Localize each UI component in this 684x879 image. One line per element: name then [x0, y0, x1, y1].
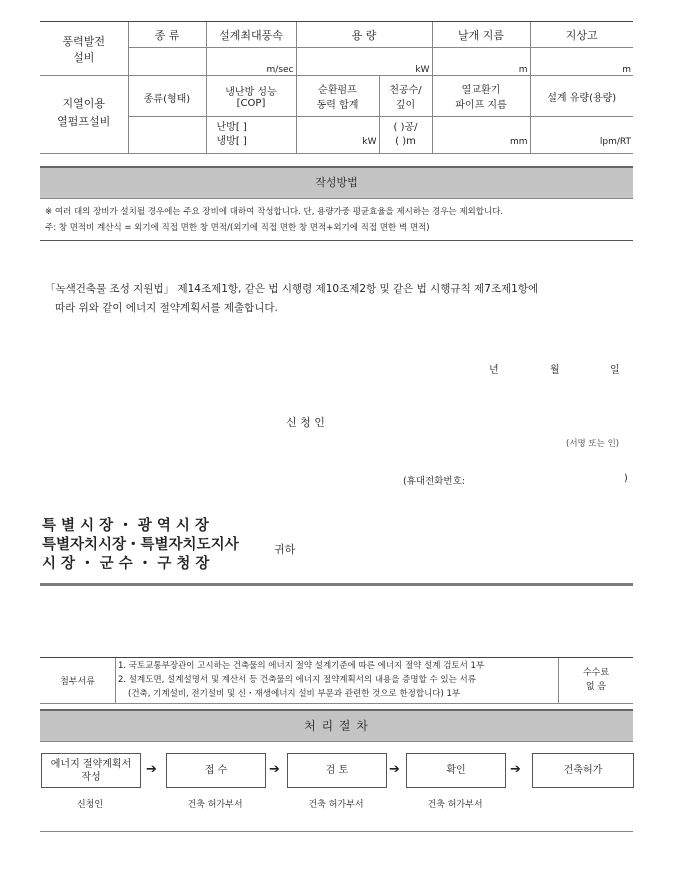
geo-header-pipe: 열교환기 파이프 지름 — [432, 76, 530, 117]
attachment-item-2b: (건축, 기계설비, 전기설비 및 신・재생에너지 설비 부문과 관련한 것으로 한정합니다) 1부 — [128, 689, 461, 699]
wind-label: 풍력발전 설비 — [40, 22, 128, 76]
geo-header-split — [296, 76, 432, 117]
geo-unit-mm: mm — [432, 117, 530, 154]
wind-header-capacity: 용 량 — [296, 22, 432, 48]
geo-label: 지열이용 열펌프설비 — [40, 76, 128, 154]
applicant-phone: (휴대전화번호: — [403, 476, 465, 487]
process-step-write: 에너지 절약계획서 작성 — [41, 753, 141, 788]
method-note-1: ※ 여러 대의 장비가 설치될 경우에는 주요 장비에 대하여 작성합니다. 단, 용량가중 평균효율을 제시하는 경우는 제외합니다. — [45, 207, 504, 217]
process-step-confirm: 확인 — [406, 753, 506, 788]
geo-value-cop: 난방[ ] 냉방[ ] — [206, 117, 296, 154]
process-label-dept-1: 건축 허가부서 — [187, 800, 243, 810]
statement-line-2: 따라 위와 같이 에너지 절약계획서를 제출합니다. — [55, 302, 278, 314]
geo-value-well: ( )공/ ( )m — [393, 122, 418, 147]
process-label-dept-3: 건축 허가부서 — [427, 800, 483, 810]
recipient — [42, 517, 239, 574]
recipient-line-1: 특 별 시 장 ・ 광 역 시 장 — [42, 518, 209, 534]
method-notes — [45, 204, 503, 236]
applicant-sign: (서명 또는 인) — [566, 439, 620, 449]
method-title: 작성방법 — [40, 166, 633, 199]
geo-header-flow: 설계 유량(용량) — [530, 76, 633, 117]
applicant-phone-close: ) — [624, 473, 628, 484]
wind-unit-speed: m/sec — [206, 48, 296, 76]
recipient-suffix: 귀하 — [274, 543, 296, 556]
fee-box — [558, 658, 633, 703]
wind-unit-height: m — [530, 48, 633, 76]
wind-unit-blade: m — [432, 48, 530, 76]
statement — [45, 280, 538, 318]
arrow-right-icon: ➔ — [389, 762, 400, 777]
geo-unit-flow: lpm/RT — [530, 117, 633, 154]
attachments-list — [118, 659, 484, 701]
bottom-rule — [40, 831, 633, 832]
wind-unit-capacity: kW — [296, 48, 432, 76]
date-month: 월 — [550, 365, 560, 376]
arrow-right-icon: ➔ — [510, 762, 521, 777]
arrow-right-icon: ➔ — [146, 762, 157, 777]
recipient-line-3: 시 장 ・ 군 수 ・ 구 청 장 — [42, 556, 210, 572]
geo-header-cop: 냉난방 성능 [COP] — [206, 76, 296, 117]
fee-label: 수수료 — [582, 668, 610, 678]
date-day: 일 — [610, 365, 620, 376]
applicant-label: 신 청 인 — [286, 416, 325, 429]
wind-value-type — [128, 48, 206, 76]
process-label-applicant: 신청인 — [76, 800, 104, 810]
statement-line-1: 「녹색건축물 조성 지원법」 제14조제1항, 같은 법 시행령 제10조제2항 및 같은 법 시행규칙 제7조제1항에 — [45, 283, 539, 295]
process-label-dept-2: 건축 허가부서 — [308, 800, 364, 810]
wind-header-height: 지상고 — [530, 22, 633, 48]
wind-header-speed: 설계최대풍속 — [206, 22, 296, 48]
geo-unit-kw: kW — [297, 117, 380, 153]
equipment-table — [40, 21, 633, 154]
geo-value-split — [296, 117, 432, 154]
method-note-2: 주: 창 면적비 계산식 = 외기에 직접 면한 창 면적/(외기에 직접 면한 창 면적+외기에 직접 면한 벽 면적) — [45, 223, 430, 233]
geo-header-well: 천공수/ 깊이 — [389, 85, 422, 111]
wind-header-blade: 날개 지름 — [432, 22, 530, 48]
divider — [40, 240, 633, 241]
attachment-item-1: 1. 국토교통부장관이 고시하는 건축물의 에너지 절약 설계기준에 따른 에너지 절약 설계 검토서 1부 — [118, 661, 485, 671]
process-step-permit: 건축허가 — [532, 753, 634, 788]
attachment-item-2: 2. 설계도면, 설계설명서 및 계산서 등 건축물의 에너지 절약계획서의 내용을 증명할 수 있는 서류 — [118, 675, 476, 685]
thick-divider — [40, 583, 633, 586]
geo-header-pump: 순환펌프 동력 합계 — [297, 76, 380, 116]
date-year: 년 — [489, 365, 499, 376]
arrow-right-icon: ➔ — [269, 762, 280, 777]
recipient-line-2: 특별자치시장・특별자치도지사 — [42, 537, 239, 553]
process-title: 처 리 절 차 — [40, 709, 633, 742]
wind-header-type: 종 류 — [128, 22, 206, 48]
geo-header-type: 종류(형태) — [128, 76, 206, 117]
fee-value: 없 음 — [585, 682, 607, 692]
attachments-box — [40, 657, 633, 704]
attachments-label: 첨부서류 — [40, 658, 116, 703]
process-step-receive: 접 수 — [166, 753, 266, 788]
geo-value-type — [128, 117, 206, 154]
process-step-review: 검 토 — [287, 753, 387, 788]
